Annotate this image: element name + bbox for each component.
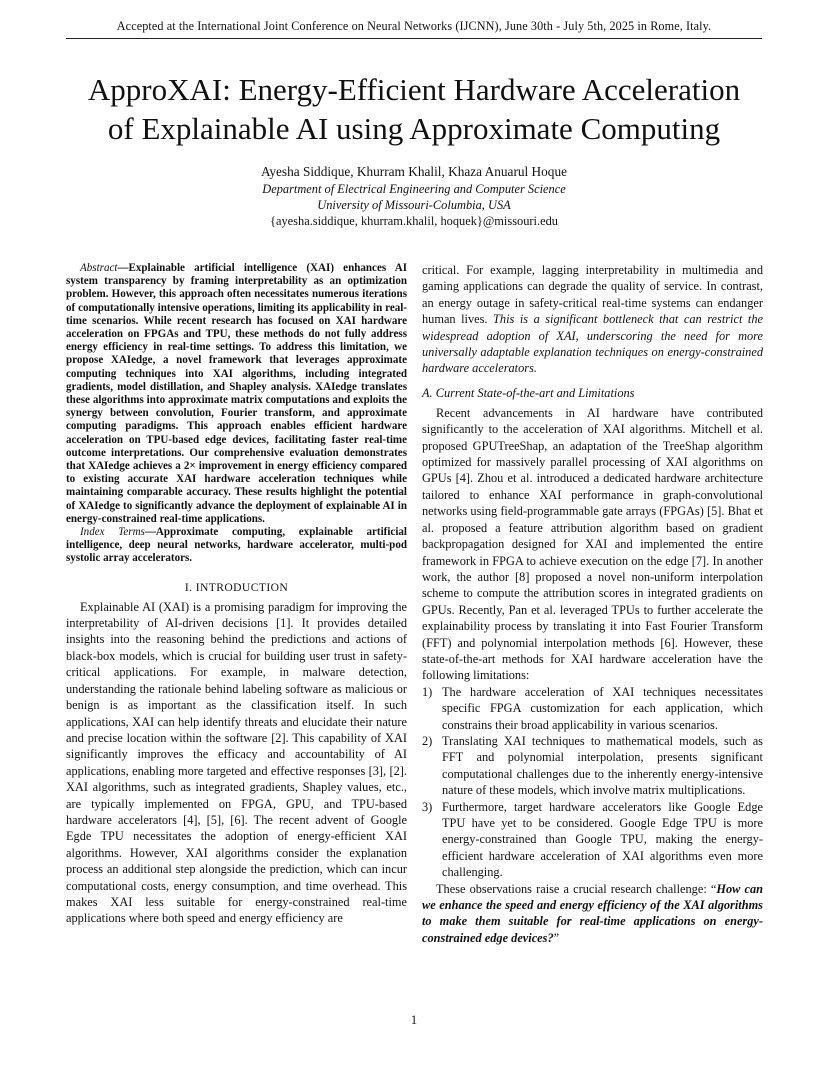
abstract-text: —Explainable artificial intelligence (XAI) enhances AI system transparency by framing interpretability as an optimization problem. However, this approach often necessitates numerous iterations of computationally intensive operations, limiting its applicability in real-time scenarios. While recent research has focused on XAI hardware acceleration on FPGAs and TPU, these methods do not fully address energy efficiency in real-time settings. To address this limitation, we propose XAIedge, a novel framework that leverages approximate computing techniques into XAI algorithms, including integrated gradients, model distillation, and Shapley analysis. XAIedge translates these algorithms into approximate matrix computations and exploits the synergy between convolution, Fourier transform, and approximate computing paradigms. This approach enables efficient hardware acceleration on TPU-based edge devices, facilitating faster real-time outcome interpretations. Our comprehensive evaluation demonstrates that XAIedge achieves a 2× improvement in energy efficiency compared to existing accurate XAI hardware acceleration techniques while maintaining comparable accuracy. These results highlight the potential of XAIedge to significantly advance the deployment of explainable AI in energy-constrained real-time applications. <box>66 262 407 525</box>
title-line-2: of Explainable AI using Approximate Computing <box>107 111 721 146</box>
paper-title <box>40 70 788 148</box>
title-line-1: ApproXAI: Energy-Efficient Hardware Acceleration <box>87 72 741 107</box>
limitation-text: Furthermore, target hardware accelerators like Google Edge TPU have yet to be considered. Google Edge TPU is more energy-constrained than Google TPU, making the energy-efficient hardware acceleration of XAI algorithms even more challenging. <box>442 799 763 880</box>
limitation-item <box>422 733 763 799</box>
challenge-close-quote: ” <box>553 930 560 945</box>
header-rule <box>66 38 762 39</box>
limitation-item <box>422 684 763 733</box>
research-challenge-paragraph <box>422 881 763 947</box>
department: Department of Electrical Engineering and Computer Science <box>262 182 566 196</box>
limitations-list <box>422 684 763 881</box>
limitation-text: The hardware acceleration of XAI techniques necessitates specific FPGA customization for each application, which constrains their broad applicability in various scenarios. <box>442 684 763 732</box>
right-column <box>422 262 763 946</box>
page-number: 1 <box>410 1013 418 1027</box>
index-terms-label: Index Terms <box>80 526 145 539</box>
index-terms-text: —Approximate computing, explainable artificial intelligence, deep neural networks, hardware accelerator, multi-pod systolic array accelerators. <box>66 526 407 565</box>
limitation-item <box>422 799 763 881</box>
index-terms <box>66 526 407 566</box>
conference-note: Accepted at the International Joint Conference on Neural Networks (IJCNN), June 30th - July 5th, 2025 in Rome, Italy. <box>116 19 712 33</box>
abstract-label: Abstract <box>80 262 118 274</box>
intro-paragraph-continued <box>422 262 763 377</box>
intro-continued-text: critical. For example, lagging interpretability in multimedia and gaming applications can degrade the quality of service. In contrast, an energy outage in safety-critical real-time systems can endanger human lives. <box>422 263 763 327</box>
author-emails: {ayesha.siddique, khurram.khalil, hoquek}@missouri.edu <box>270 214 558 228</box>
author-list: Ayesha Siddique, Khurram Khalil, Khaza Anuarul Hoque <box>260 164 567 179</box>
limitation-number: 1) <box>422 684 433 699</box>
intro-emphasis-text: This is a significant bottleneck that can restrict the widespread adoption of XAI, underscoring the need for more universally adaptable explanation techniques on energy-constrained hardware accelerators. <box>422 312 763 376</box>
left-column <box>66 262 407 927</box>
limitation-text: Translating XAI techniques to mathematical models, such as FFT and polynomial interpolation, presents significant computational challenges due to the inherently energy-intensive nature of these models, which involve matrix multiplications. <box>442 733 763 798</box>
limitation-number: 3) <box>422 799 433 814</box>
abstract <box>66 262 407 526</box>
research-question: How can we enhance the speed and energy efficiency of the XAI algorithms to make them suitable for real-time applications on energy-constrained edge devices? <box>422 881 763 945</box>
state-of-the-art-paragraph: Recent advancements in AI hardware have contributed significantly to the acceleration of XAI algorithms. Mitchell et al. proposed GPUTreeShap, an adaptation of the TreeShap algorithm optimized for massively parallel processing of XAI algorithms on GPUs [4]. Zhou et al. introduced a dedicated hardware architecture tailored to enhance XAI performance in graph-convolutional networks using field-programmable gate arrays (FPGAs) [5]. Bhat et al. proposed a feature attribution algorithm based on gradient backpropagation designed for XAI and implemented the entire framework in FPGA to achieve execution on the edge [7]. In another work, the author [8] proposed a novel non-uniform interpolation scheme to compute the attribution scores in integrated gradients on GPUs. Recently, Pan et al. leveraged TPUs to further accelerate the explainability process by translating it into Fast Fourier Transform (FFT) and polynomial interpolation methods [6]. However, these state-of-the-art methods for XAI hardware acceleration have the following limitations: <box>422 405 763 683</box>
challenge-lead-text: These observations raise a crucial research challenge: “ <box>436 881 717 896</box>
limitation-number: 2) <box>422 733 433 748</box>
subsection-heading-state-of-the-art: A. Current State-of-the-art and Limitations <box>422 385 635 400</box>
university: University of Missouri-Columbia, USA <box>317 198 511 212</box>
section-heading-introduction: I. INTRODUCTION <box>184 580 289 594</box>
intro-paragraph: Explainable AI (XAI) is a promising paradigm for improving the interpretability of AI-driven decisions [1]. It provides detailed insights into the reasoning behind the predictions and actions of black-box models, which is crucial for building user trust in safety-critical applications. For example, in malware detection, understanding the rationale behind labeling software as malicious or benign is as important as the classification itself. In such applications, XAI can help identify threats and elucidate their nature and precise location within the software [2]. This capability of XAI significantly improves the efficacy and accountability of AI applications, enabling more targeted and effective responses [3], [2]. XAI algorithms, such as integrated gradients, Shapley values, etc., are typically implemented on FPGA, GPU, and TPU-based hardware accelerators [4], [5], [6]. The recent advent of Google Egde TPU necessitates the adoption of energy-efficient XAI algorithms. However, XAI algorithms consider the explanation process an additional step alongside the prediction, which can incur computational costs, energy consumption, and time overhead. This makes XAI less suitable for energy-constrained real-time applications where both speed and energy efficiency are <box>66 599 407 926</box>
